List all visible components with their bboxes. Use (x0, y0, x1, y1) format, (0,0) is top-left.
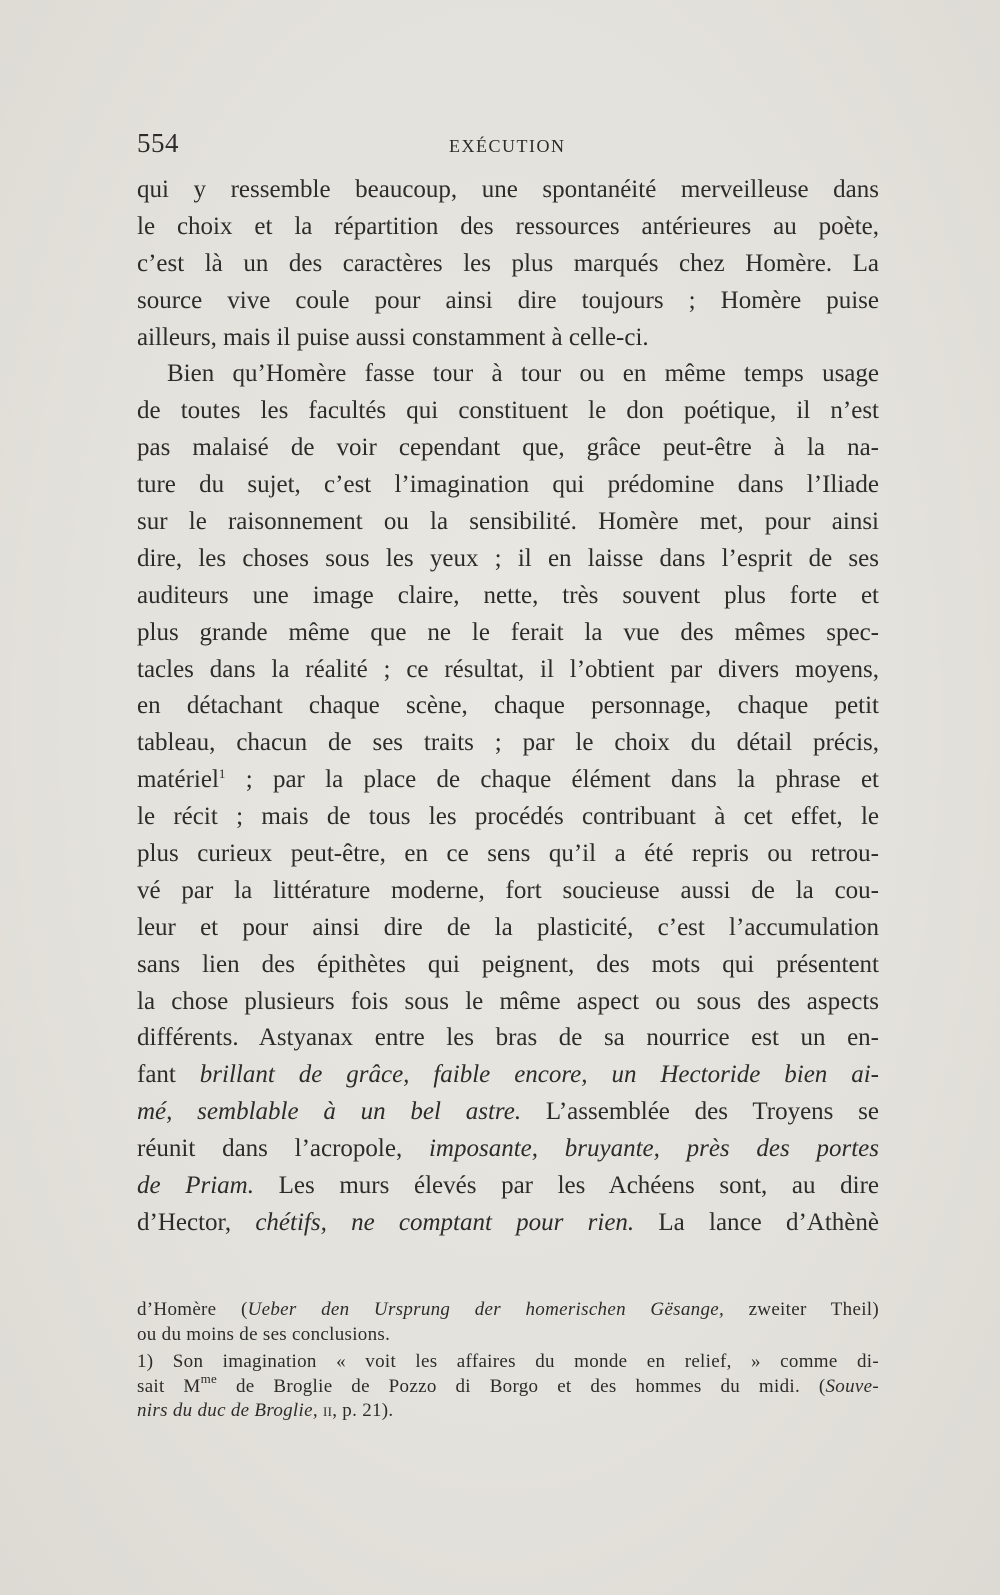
text-line: ture du sujet, c’est l’imagination qui prédomine dans l’Iliade (137, 471, 879, 499)
text-line: plus grande même que ne le ferait la vue des mêmes spec- (137, 618, 879, 646)
text-line: différents. Astyanax entre les bras de sa nourrice est un en- (137, 1024, 879, 1052)
text-line: sur le raisonnement ou la sensibilité. Homère met, pour ainsi (137, 508, 879, 536)
text-line: qui y ressemble beaucoup, une spontanéité merveilleuse dans (137, 176, 879, 203)
running-head: EXÉCUTION (449, 136, 566, 156)
text-line: fant brillant de grâce, faible encore, un Hectoride bien ai- (137, 1061, 879, 1089)
text-line: matériel$^1$ ; par la place de chaque élément dans la phrase et (137, 766, 879, 794)
text-line: sans lien des épithètes qui peignent, des mots qui présentent (137, 950, 879, 978)
text-line: leur et pour ainsi dire de la plasticité, c’est l’accumulation (137, 913, 879, 941)
text-line: vé par la littérature moderne, fort soucieuse aussi de la cou- (137, 876, 879, 904)
text-line: plus curieux peut-être, en ce sens qu’il a été repris ou retrou- (137, 840, 879, 868)
text-line: tableau, chacun de ses traits ; par le choix du détail précis, (137, 729, 879, 757)
footnote-line: d’Homère (Ueber den Ursprung der homerischen Gësange, zweiter Theil) (137, 1299, 879, 1320)
text-line: auditeurs une image claire, nette, très souvent plus forte et (137, 581, 879, 609)
text-line: d’Hector, chétifs, ne comptant pour rien. La lance d’Athènè (137, 1208, 879, 1236)
text-line: en détachant chaque scène, chaque personnage, chaque petit (137, 692, 879, 720)
text-line: la chose plusieurs fois sous le même aspect ou sous des aspects (137, 987, 879, 1015)
text-line: pas malaisé de voir cependant que, grâce peut-être à la na- (137, 434, 879, 462)
main-text (137, 172, 879, 1242)
text-line: source vive coule pour ainsi dire toujours ; Homère puise (137, 286, 879, 314)
text-line: de Priam. Les murs élevés par les Achéens sont, au dire (137, 1172, 879, 1200)
footnotes (137, 1298, 879, 1424)
page-number: 554 (137, 128, 179, 158)
text-line: le choix et la répartition des ressources antérieures au poète, (137, 212, 879, 240)
footnote-line: sait $M^{me}$ de Broglie de Pozzo di Borgo et des hommes du midi. (Souve- (137, 1370, 879, 1397)
page-header (137, 128, 877, 162)
footnote-line: nirs du duc de Broglie, ii, p. 21). (137, 1400, 394, 1421)
text-line: dire, les choses sous les yeux ; il en laisse dans l’esprit de ses (137, 544, 879, 572)
text-line: le récit ; mais de tous les procédés contribuant à cet effet, le (137, 803, 879, 831)
text-line: de toutes les facultés qui constituent le don poétique, il n’est (137, 397, 879, 425)
text-line: tacles dans la réalité ; ce résultat, il l’obtient par divers moyens, (137, 655, 879, 683)
footnote-line: ou du moins de ses conclusions. (137, 1323, 391, 1345)
footnote-1: 1) Son imagination « voit les affaires du monde en relief, » comme di- (137, 1351, 879, 1372)
text-line: c’est là un des caractères les plus marqués chez Homère. La (137, 249, 879, 277)
footnote-ref: 1 (218, 766, 226, 782)
paragraph-start-line: Bien qu’Homère fasse tour à tour ou en même temps usage (167, 360, 879, 388)
text-line: ailleurs, mais il puise aussi constamment à celle-ci. (137, 323, 649, 351)
text-line: mé, semblable à un bel astre. L’assemblée des Troyens se (137, 1098, 880, 1126)
text-line: réunit dans l’acropole, imposante, bruyante, près des portes (137, 1135, 879, 1163)
